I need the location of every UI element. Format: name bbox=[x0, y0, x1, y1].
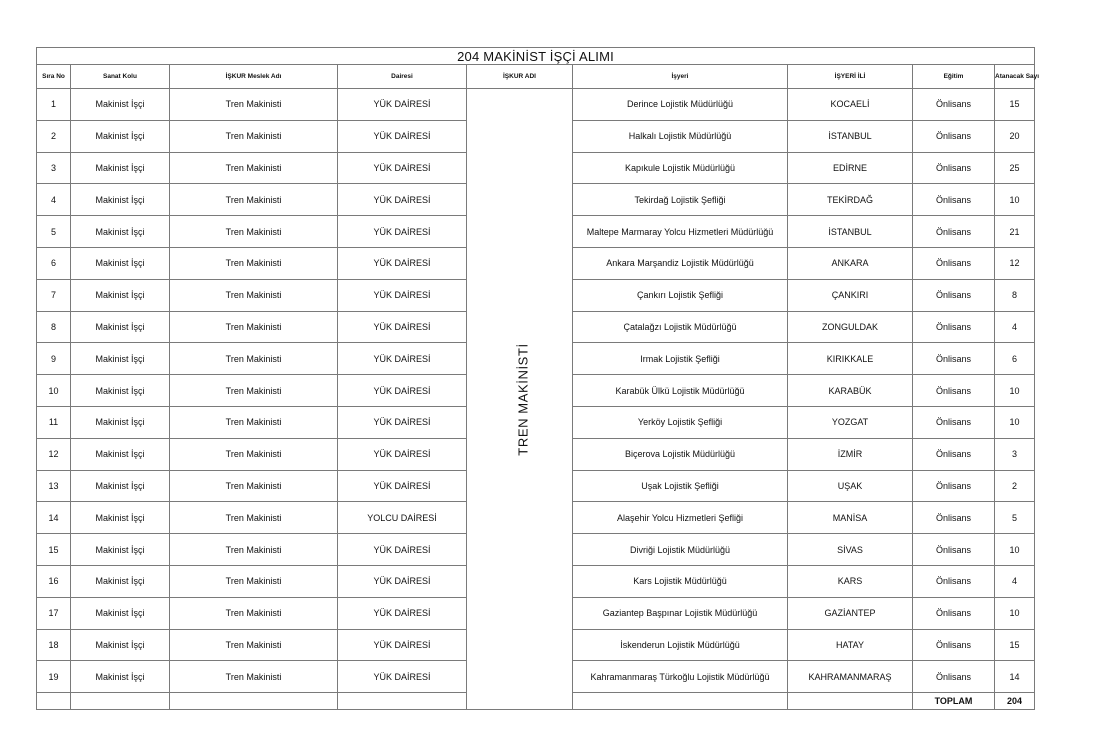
cell-iskur-meslek-adi: Tren Makinisti bbox=[170, 406, 338, 438]
cell-iskur-meslek-adi: Tren Makinisti bbox=[170, 152, 338, 184]
cell-iskur-meslek-adi: Tren Makinisti bbox=[170, 534, 338, 566]
cell-sira-no: 14 bbox=[37, 502, 71, 534]
cell-sira-no: 8 bbox=[37, 311, 71, 343]
cell-sira-no: 10 bbox=[37, 375, 71, 407]
cell-isyeri-ili: HATAY bbox=[788, 629, 913, 661]
cell-atanacak-sayi: 10 bbox=[995, 597, 1035, 629]
cell-isyeri-ili: KIRIKKALE bbox=[788, 343, 913, 375]
header-dairesi: Dairesi bbox=[338, 65, 467, 89]
cell-sanat-kolu: Makinist İşçi bbox=[71, 629, 170, 661]
cell-iskur-adi-merged bbox=[467, 89, 573, 710]
cell-isyeri: Divriği Lojistik Müdürlüğü bbox=[573, 534, 788, 566]
cell-dairesi: YÜK DAİRESİ bbox=[338, 597, 467, 629]
cell-isyeri: Karabük Ülkü Lojistik Müdürlüğü bbox=[573, 375, 788, 407]
cell-isyeri: Çatalağzı Lojistik Müdürlüğü bbox=[573, 311, 788, 343]
cell-dairesi: YÜK DAİRESİ bbox=[338, 406, 467, 438]
cell-sanat-kolu: Makinist İşçi bbox=[71, 184, 170, 216]
cell-sira-no: 11 bbox=[37, 406, 71, 438]
cell-dairesi: YÜK DAİRESİ bbox=[338, 565, 467, 597]
cell-sira-no: 1 bbox=[37, 89, 71, 121]
cell-isyeri: Kars Lojistik Müdürlüğü bbox=[573, 565, 788, 597]
cell-atanacak-sayi: 14 bbox=[995, 661, 1035, 693]
cell-iskur-meslek-adi: Tren Makinisti bbox=[170, 597, 338, 629]
spreadsheet bbox=[36, 47, 1040, 710]
cell-egitim: Önlisans bbox=[913, 216, 995, 248]
cell-sanat-kolu: Makinist İşçi bbox=[71, 89, 170, 121]
cell-sira-no: 4 bbox=[37, 184, 71, 216]
cell-egitim: Önlisans bbox=[913, 184, 995, 216]
cell-isyeri-ili: KARABÜK bbox=[788, 375, 913, 407]
cell-isyeri: Gaziantep Başpınar Lojistik Müdürlüğü bbox=[573, 597, 788, 629]
cell-egitim: Önlisans bbox=[913, 438, 995, 470]
total-label: TOPLAM bbox=[913, 693, 995, 710]
cell-iskur-meslek-adi: Tren Makinisti bbox=[170, 629, 338, 661]
iskur-adi-vertical-label: TREN MAKİNİSTİ bbox=[515, 342, 531, 456]
cell-sanat-kolu: Makinist İşçi bbox=[71, 375, 170, 407]
cell-isyeri-ili: SİVAS bbox=[788, 534, 913, 566]
table-row bbox=[37, 89, 1035, 121]
cell-isyeri: Yerköy Lojistik Şefliği bbox=[573, 406, 788, 438]
empty-cell bbox=[338, 693, 467, 710]
cell-isyeri: Çankırı Lojistik Şefliği bbox=[573, 279, 788, 311]
cell-isyeri-ili: UŞAK bbox=[788, 470, 913, 502]
header-sanat-kolu: Sanat Kolu bbox=[71, 65, 170, 89]
cell-sira-no: 18 bbox=[37, 629, 71, 661]
cell-sira-no: 19 bbox=[37, 661, 71, 693]
allocation-table bbox=[36, 47, 1040, 710]
cell-sira-no: 3 bbox=[37, 152, 71, 184]
cell-egitim: Önlisans bbox=[913, 152, 995, 184]
cell-sanat-kolu: Makinist İşçi bbox=[71, 279, 170, 311]
cell-egitim: Önlisans bbox=[913, 375, 995, 407]
cell-egitim: Önlisans bbox=[913, 534, 995, 566]
cell-sira-no: 15 bbox=[37, 534, 71, 566]
cell-sanat-kolu: Makinist İşçi bbox=[71, 343, 170, 375]
cell-atanacak-sayi: 10 bbox=[995, 184, 1035, 216]
table-title: 204 MAKİNİST İŞÇİ ALIMI bbox=[37, 48, 1035, 65]
empty-cell bbox=[573, 693, 788, 710]
cell-isyeri: Halkalı Lojistik Müdürlüğü bbox=[573, 120, 788, 152]
cell-dairesi: YÜK DAİRESİ bbox=[338, 216, 467, 248]
cell-isyeri-ili: İSTANBUL bbox=[788, 120, 913, 152]
cell-atanacak-sayi: 21 bbox=[995, 216, 1035, 248]
cell-atanacak-sayi: 2 bbox=[995, 470, 1035, 502]
cell-atanacak-sayi: 6 bbox=[995, 343, 1035, 375]
cell-isyeri-ili: KARS bbox=[788, 565, 913, 597]
cell-iskur-meslek-adi: Tren Makinisti bbox=[170, 247, 338, 279]
cell-atanacak-sayi: 4 bbox=[995, 311, 1035, 343]
cell-isyeri: Kapıkule Lojistik Müdürlüğü bbox=[573, 152, 788, 184]
cell-dairesi: YÜK DAİRESİ bbox=[338, 120, 467, 152]
cell-sira-no: 5 bbox=[37, 216, 71, 248]
cell-sanat-kolu: Makinist İşçi bbox=[71, 534, 170, 566]
cell-isyeri-ili: ÇANKIRI bbox=[788, 279, 913, 311]
cell-egitim: Önlisans bbox=[913, 120, 995, 152]
cell-atanacak-sayi: 4 bbox=[995, 565, 1035, 597]
cell-sira-no: 16 bbox=[37, 565, 71, 597]
header-atanacak-sayi: Atanacak Sayı bbox=[995, 65, 1035, 89]
cell-isyeri: Irmak Lojistik Şefliği bbox=[573, 343, 788, 375]
cell-sira-no: 12 bbox=[37, 438, 71, 470]
cell-dairesi: YÜK DAİRESİ bbox=[338, 279, 467, 311]
cell-atanacak-sayi: 20 bbox=[995, 120, 1035, 152]
cell-isyeri-ili: İZMİR bbox=[788, 438, 913, 470]
cell-egitim: Önlisans bbox=[913, 502, 995, 534]
cell-atanacak-sayi: 10 bbox=[995, 406, 1035, 438]
empty-cell bbox=[37, 693, 71, 710]
empty-cell bbox=[788, 693, 913, 710]
cell-iskur-meslek-adi: Tren Makinisti bbox=[170, 343, 338, 375]
cell-sira-no: 2 bbox=[37, 120, 71, 152]
cell-atanacak-sayi: 15 bbox=[995, 629, 1035, 661]
cell-sanat-kolu: Makinist İşçi bbox=[71, 152, 170, 184]
cell-isyeri-ili: YOZGAT bbox=[788, 406, 913, 438]
header-isyeri-ili: İŞYERİ İLİ bbox=[788, 65, 913, 89]
cell-isyeri-ili: ANKARA bbox=[788, 247, 913, 279]
cell-iskur-meslek-adi: Tren Makinisti bbox=[170, 661, 338, 693]
cell-isyeri-ili: ZONGULDAK bbox=[788, 311, 913, 343]
cell-atanacak-sayi: 25 bbox=[995, 152, 1035, 184]
cell-sira-no: 6 bbox=[37, 247, 71, 279]
cell-dairesi: YÜK DAİRESİ bbox=[338, 343, 467, 375]
cell-dairesi: YOLCU DAİRESİ bbox=[338, 502, 467, 534]
cell-sira-no: 13 bbox=[37, 470, 71, 502]
cell-egitim: Önlisans bbox=[913, 247, 995, 279]
cell-isyeri: Uşak Lojistik Şefliği bbox=[573, 470, 788, 502]
cell-isyeri: Biçerova Lojistik Müdürlüğü bbox=[573, 438, 788, 470]
cell-dairesi: YÜK DAİRESİ bbox=[338, 152, 467, 184]
cell-dairesi: YÜK DAİRESİ bbox=[338, 629, 467, 661]
cell-dairesi: YÜK DAİRESİ bbox=[338, 534, 467, 566]
cell-dairesi: YÜK DAİRESİ bbox=[338, 375, 467, 407]
cell-sanat-kolu: Makinist İşçi bbox=[71, 470, 170, 502]
cell-dairesi: YÜK DAİRESİ bbox=[338, 247, 467, 279]
cell-isyeri: İskenderun Lojistik Müdürlüğü bbox=[573, 629, 788, 661]
cell-dairesi: YÜK DAİRESİ bbox=[338, 438, 467, 470]
header-isyeri: İşyeri bbox=[573, 65, 788, 89]
cell-egitim: Önlisans bbox=[913, 597, 995, 629]
cell-iskur-meslek-adi: Tren Makinisti bbox=[170, 502, 338, 534]
cell-iskur-meslek-adi: Tren Makinisti bbox=[170, 438, 338, 470]
cell-iskur-meslek-adi: Tren Makinisti bbox=[170, 120, 338, 152]
cell-atanacak-sayi: 12 bbox=[995, 247, 1035, 279]
cell-iskur-meslek-adi: Tren Makinisti bbox=[170, 311, 338, 343]
cell-atanacak-sayi: 8 bbox=[995, 279, 1035, 311]
cell-isyeri: Derince Lojistik Müdürlüğü bbox=[573, 89, 788, 121]
cell-sanat-kolu: Makinist İşçi bbox=[71, 661, 170, 693]
cell-iskur-meslek-adi: Tren Makinisti bbox=[170, 470, 338, 502]
cell-isyeri-ili: KOCAELİ bbox=[788, 89, 913, 121]
cell-sanat-kolu: Makinist İşçi bbox=[71, 120, 170, 152]
cell-sira-no: 17 bbox=[37, 597, 71, 629]
header-sira-no: Sıra No bbox=[37, 65, 71, 89]
cell-isyeri-ili: İSTANBUL bbox=[788, 216, 913, 248]
cell-iskur-meslek-adi: Tren Makinisti bbox=[170, 89, 338, 121]
cell-isyeri: Ankara Marşandiz Lojistik Müdürlüğü bbox=[573, 247, 788, 279]
cell-isyeri-ili: KAHRAMANMARAŞ bbox=[788, 661, 913, 693]
cell-egitim: Önlisans bbox=[913, 565, 995, 597]
cell-sanat-kolu: Makinist İşçi bbox=[71, 247, 170, 279]
cell-dairesi: YÜK DAİRESİ bbox=[338, 470, 467, 502]
cell-dairesi: YÜK DAİRESİ bbox=[338, 89, 467, 121]
cell-sira-no: 7 bbox=[37, 279, 71, 311]
cell-sanat-kolu: Makinist İşçi bbox=[71, 311, 170, 343]
total-value: 204 bbox=[995, 693, 1035, 710]
cell-egitim: Önlisans bbox=[913, 629, 995, 661]
cell-sira-no: 9 bbox=[37, 343, 71, 375]
cell-iskur-meslek-adi: Tren Makinisti bbox=[170, 279, 338, 311]
cell-egitim: Önlisans bbox=[913, 470, 995, 502]
cell-isyeri-ili: EDİRNE bbox=[788, 152, 913, 184]
cell-isyeri: Maltepe Marmaray Yolcu Hizmetleri Müdürlüğü bbox=[573, 216, 788, 248]
cell-dairesi: YÜK DAİRESİ bbox=[338, 661, 467, 693]
cell-dairesi: YÜK DAİRESİ bbox=[338, 184, 467, 216]
cell-sanat-kolu: Makinist İşçi bbox=[71, 502, 170, 534]
cell-sanat-kolu: Makinist İşçi bbox=[71, 406, 170, 438]
empty-cell bbox=[71, 693, 170, 710]
cell-egitim: Önlisans bbox=[913, 661, 995, 693]
cell-egitim: Önlisans bbox=[913, 89, 995, 121]
cell-isyeri: Kahramanmaraş Türkoğlu Lojistik Müdürlüğü bbox=[573, 661, 788, 693]
cell-atanacak-sayi: 5 bbox=[995, 502, 1035, 534]
cell-egitim: Önlisans bbox=[913, 311, 995, 343]
cell-isyeri-ili: MANİSA bbox=[788, 502, 913, 534]
cell-iskur-meslek-adi: Tren Makinisti bbox=[170, 216, 338, 248]
cell-isyeri-ili: GAZİANTEP bbox=[788, 597, 913, 629]
cell-dairesi: YÜK DAİRESİ bbox=[338, 311, 467, 343]
cell-atanacak-sayi: 15 bbox=[995, 89, 1035, 121]
cell-iskur-meslek-adi: Tren Makinisti bbox=[170, 375, 338, 407]
empty-cell bbox=[170, 693, 338, 710]
cell-egitim: Önlisans bbox=[913, 406, 995, 438]
cell-isyeri: Alaşehir Yolcu Hizmetleri Şefliği bbox=[573, 502, 788, 534]
cell-egitim: Önlisans bbox=[913, 343, 995, 375]
cell-isyeri: Tekirdağ Lojistik Şefliği bbox=[573, 184, 788, 216]
cell-iskur-meslek-adi: Tren Makinisti bbox=[170, 184, 338, 216]
header-egitim: Eğitim bbox=[913, 65, 995, 89]
cell-sanat-kolu: Makinist İşçi bbox=[71, 438, 170, 470]
cell-atanacak-sayi: 10 bbox=[995, 375, 1035, 407]
cell-iskur-meslek-adi: Tren Makinisti bbox=[170, 565, 338, 597]
cell-sanat-kolu: Makinist İşçi bbox=[71, 565, 170, 597]
cell-sanat-kolu: Makinist İşçi bbox=[71, 597, 170, 629]
header-iskur-adi: İŞKUR ADI bbox=[467, 65, 573, 89]
header-iskur-meslek-adi: İŞKUR Meslek Adı bbox=[170, 65, 338, 89]
cell-atanacak-sayi: 10 bbox=[995, 534, 1035, 566]
cell-sanat-kolu: Makinist İşçi bbox=[71, 216, 170, 248]
cell-isyeri-ili: TEKİRDAĞ bbox=[788, 184, 913, 216]
cell-egitim: Önlisans bbox=[913, 279, 995, 311]
cell-atanacak-sayi: 3 bbox=[995, 438, 1035, 470]
